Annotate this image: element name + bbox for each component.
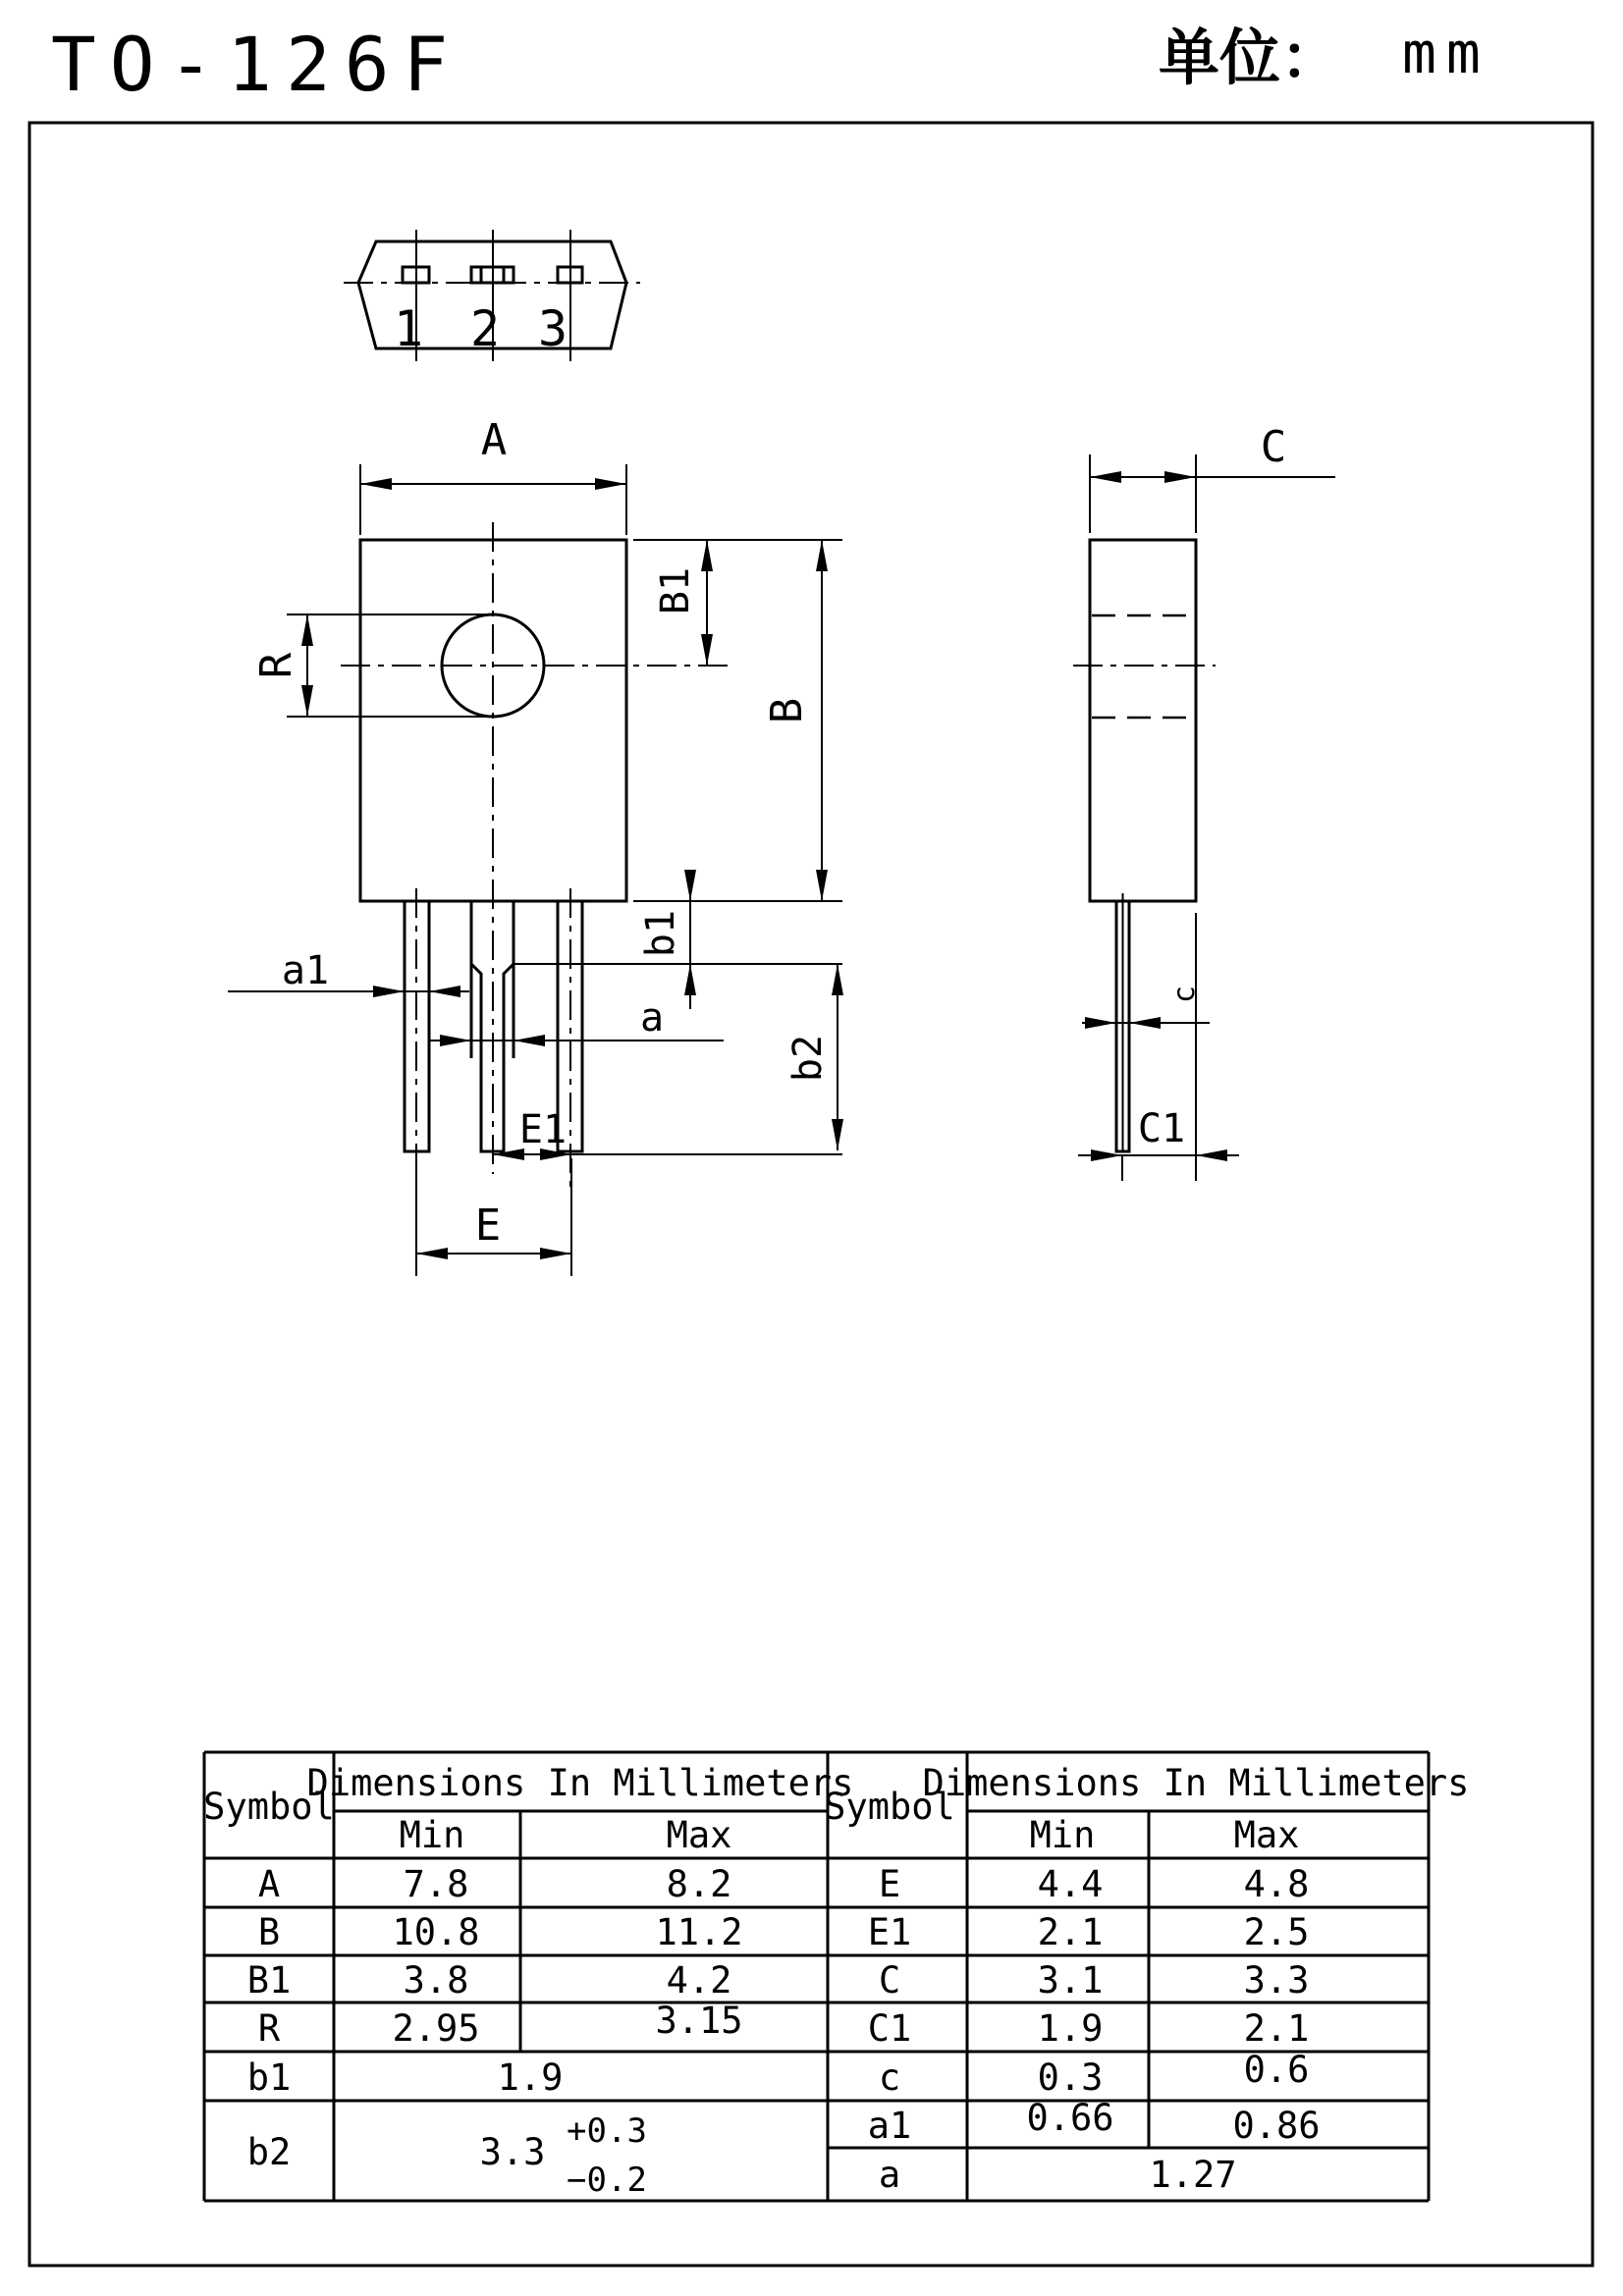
table-cell-symbol: a — [878, 2154, 901, 2196]
table-header-symbol: Symbol — [824, 1786, 955, 1828]
table-header-max: Max — [666, 1814, 732, 1856]
side-view — [1073, 540, 1216, 1181]
table-cell-symbol: c — [878, 2056, 901, 2099]
table-cell-min: 1.9 — [1037, 2007, 1104, 2050]
table-cell-merged-value: 1.27 — [1149, 2154, 1237, 2196]
table-cell-max: 3.3 — [1243, 1959, 1310, 2002]
dim-label-E1: E1 — [518, 1107, 568, 1152]
table-cell-max: 3.15 — [655, 2000, 743, 2042]
table-cell-min: 0.3 — [1037, 2056, 1104, 2099]
table-cell-merged-value: 1.9 — [497, 2056, 564, 2099]
table-cell-max: 2.1 — [1243, 2007, 1310, 2050]
table-cell-symbol: C — [878, 1959, 901, 2002]
dim-label-a1: a1 — [281, 948, 330, 993]
front-view — [341, 522, 734, 1193]
table-right-section — [824, 1762, 1469, 2196]
dim-label-b1: b1 — [638, 909, 683, 958]
table-cell-min: 3.1 — [1037, 1959, 1104, 2002]
table-cell-tolerance-plus: +0.3 — [567, 2111, 647, 2151]
table-header-min: Min — [399, 1814, 465, 1856]
table-cell-max: 8.2 — [666, 1863, 732, 1905]
table-cell-symbol: R — [257, 2007, 281, 2050]
pin-label-3: 3 — [537, 300, 568, 357]
table-cell-max: 0.6 — [1243, 2049, 1310, 2091]
table-cell-max: 11.2 — [655, 1911, 743, 1953]
table-cell-min: 2.95 — [392, 2007, 480, 2050]
dim-label-C: C — [1260, 422, 1287, 472]
table-cell-symbol: b1 — [246, 2056, 292, 2099]
dim-label-b2: b2 — [785, 1034, 831, 1083]
table-cell-min: 10.8 — [392, 1911, 480, 1953]
table-header-dimensions: Dimensions In Millimeters — [306, 1762, 854, 1804]
table-cell-symbol: B — [257, 1911, 281, 1953]
table-cell-max: 2.5 — [1243, 1911, 1310, 1953]
dim-label-B1: B1 — [653, 566, 698, 615]
table-cell-symbol: E1 — [867, 1911, 912, 1953]
dim-label-a: a — [639, 995, 665, 1041]
pin-label-2: 2 — [469, 300, 501, 357]
table-cell-symbol: E — [878, 1863, 901, 1905]
table-cell-merged-value: 3.3 — [479, 2131, 546, 2173]
front-view-dimensions — [228, 415, 843, 1276]
dim-label-B: B — [762, 697, 812, 724]
table-cell-tolerance-minus: −0.2 — [567, 2161, 647, 2200]
table-cell-symbol: b2 — [246, 2131, 292, 2173]
table-cell-min: 4.4 — [1037, 1863, 1104, 1905]
table-cell-max: 4.2 — [666, 1959, 732, 2002]
page-title: TO-126F — [51, 21, 462, 108]
table-cell-symbol: B1 — [246, 1959, 292, 2002]
table-header-max: Max — [1233, 1814, 1300, 1856]
table-cell-min: 0.66 — [1026, 2097, 1114, 2139]
pin-label-1: 1 — [393, 300, 424, 357]
table-cell-max: 0.86 — [1232, 2105, 1321, 2147]
table-cell-min: 2.1 — [1037, 1911, 1104, 1953]
table-left-section — [203, 1762, 853, 2200]
dim-label-R: R — [251, 652, 301, 679]
unit-value: mm — [1402, 20, 1490, 86]
dim-label-E: E — [474, 1201, 502, 1251]
unit-label: 单位： — [1159, 22, 1342, 93]
table-cell-max: 4.8 — [1243, 1863, 1310, 1905]
table-cell-symbol: a1 — [867, 2105, 912, 2147]
table-cell-min: 3.8 — [403, 1959, 469, 2002]
table-cell-symbol: C1 — [867, 2007, 912, 2050]
table-cell-symbol: A — [257, 1863, 281, 1905]
top-view — [344, 230, 640, 361]
dim-label-C1: C1 — [1137, 1106, 1186, 1151]
table-header-dimensions: Dimensions In Millimeters — [922, 1762, 1470, 1804]
table-cell-min: 7.8 — [403, 1863, 469, 1905]
dim-label-A: A — [480, 415, 508, 465]
dim-label-c: c — [1167, 985, 1202, 1004]
table-header-symbol: Symbol — [203, 1786, 335, 1828]
table-header-min: Min — [1029, 1814, 1096, 1856]
